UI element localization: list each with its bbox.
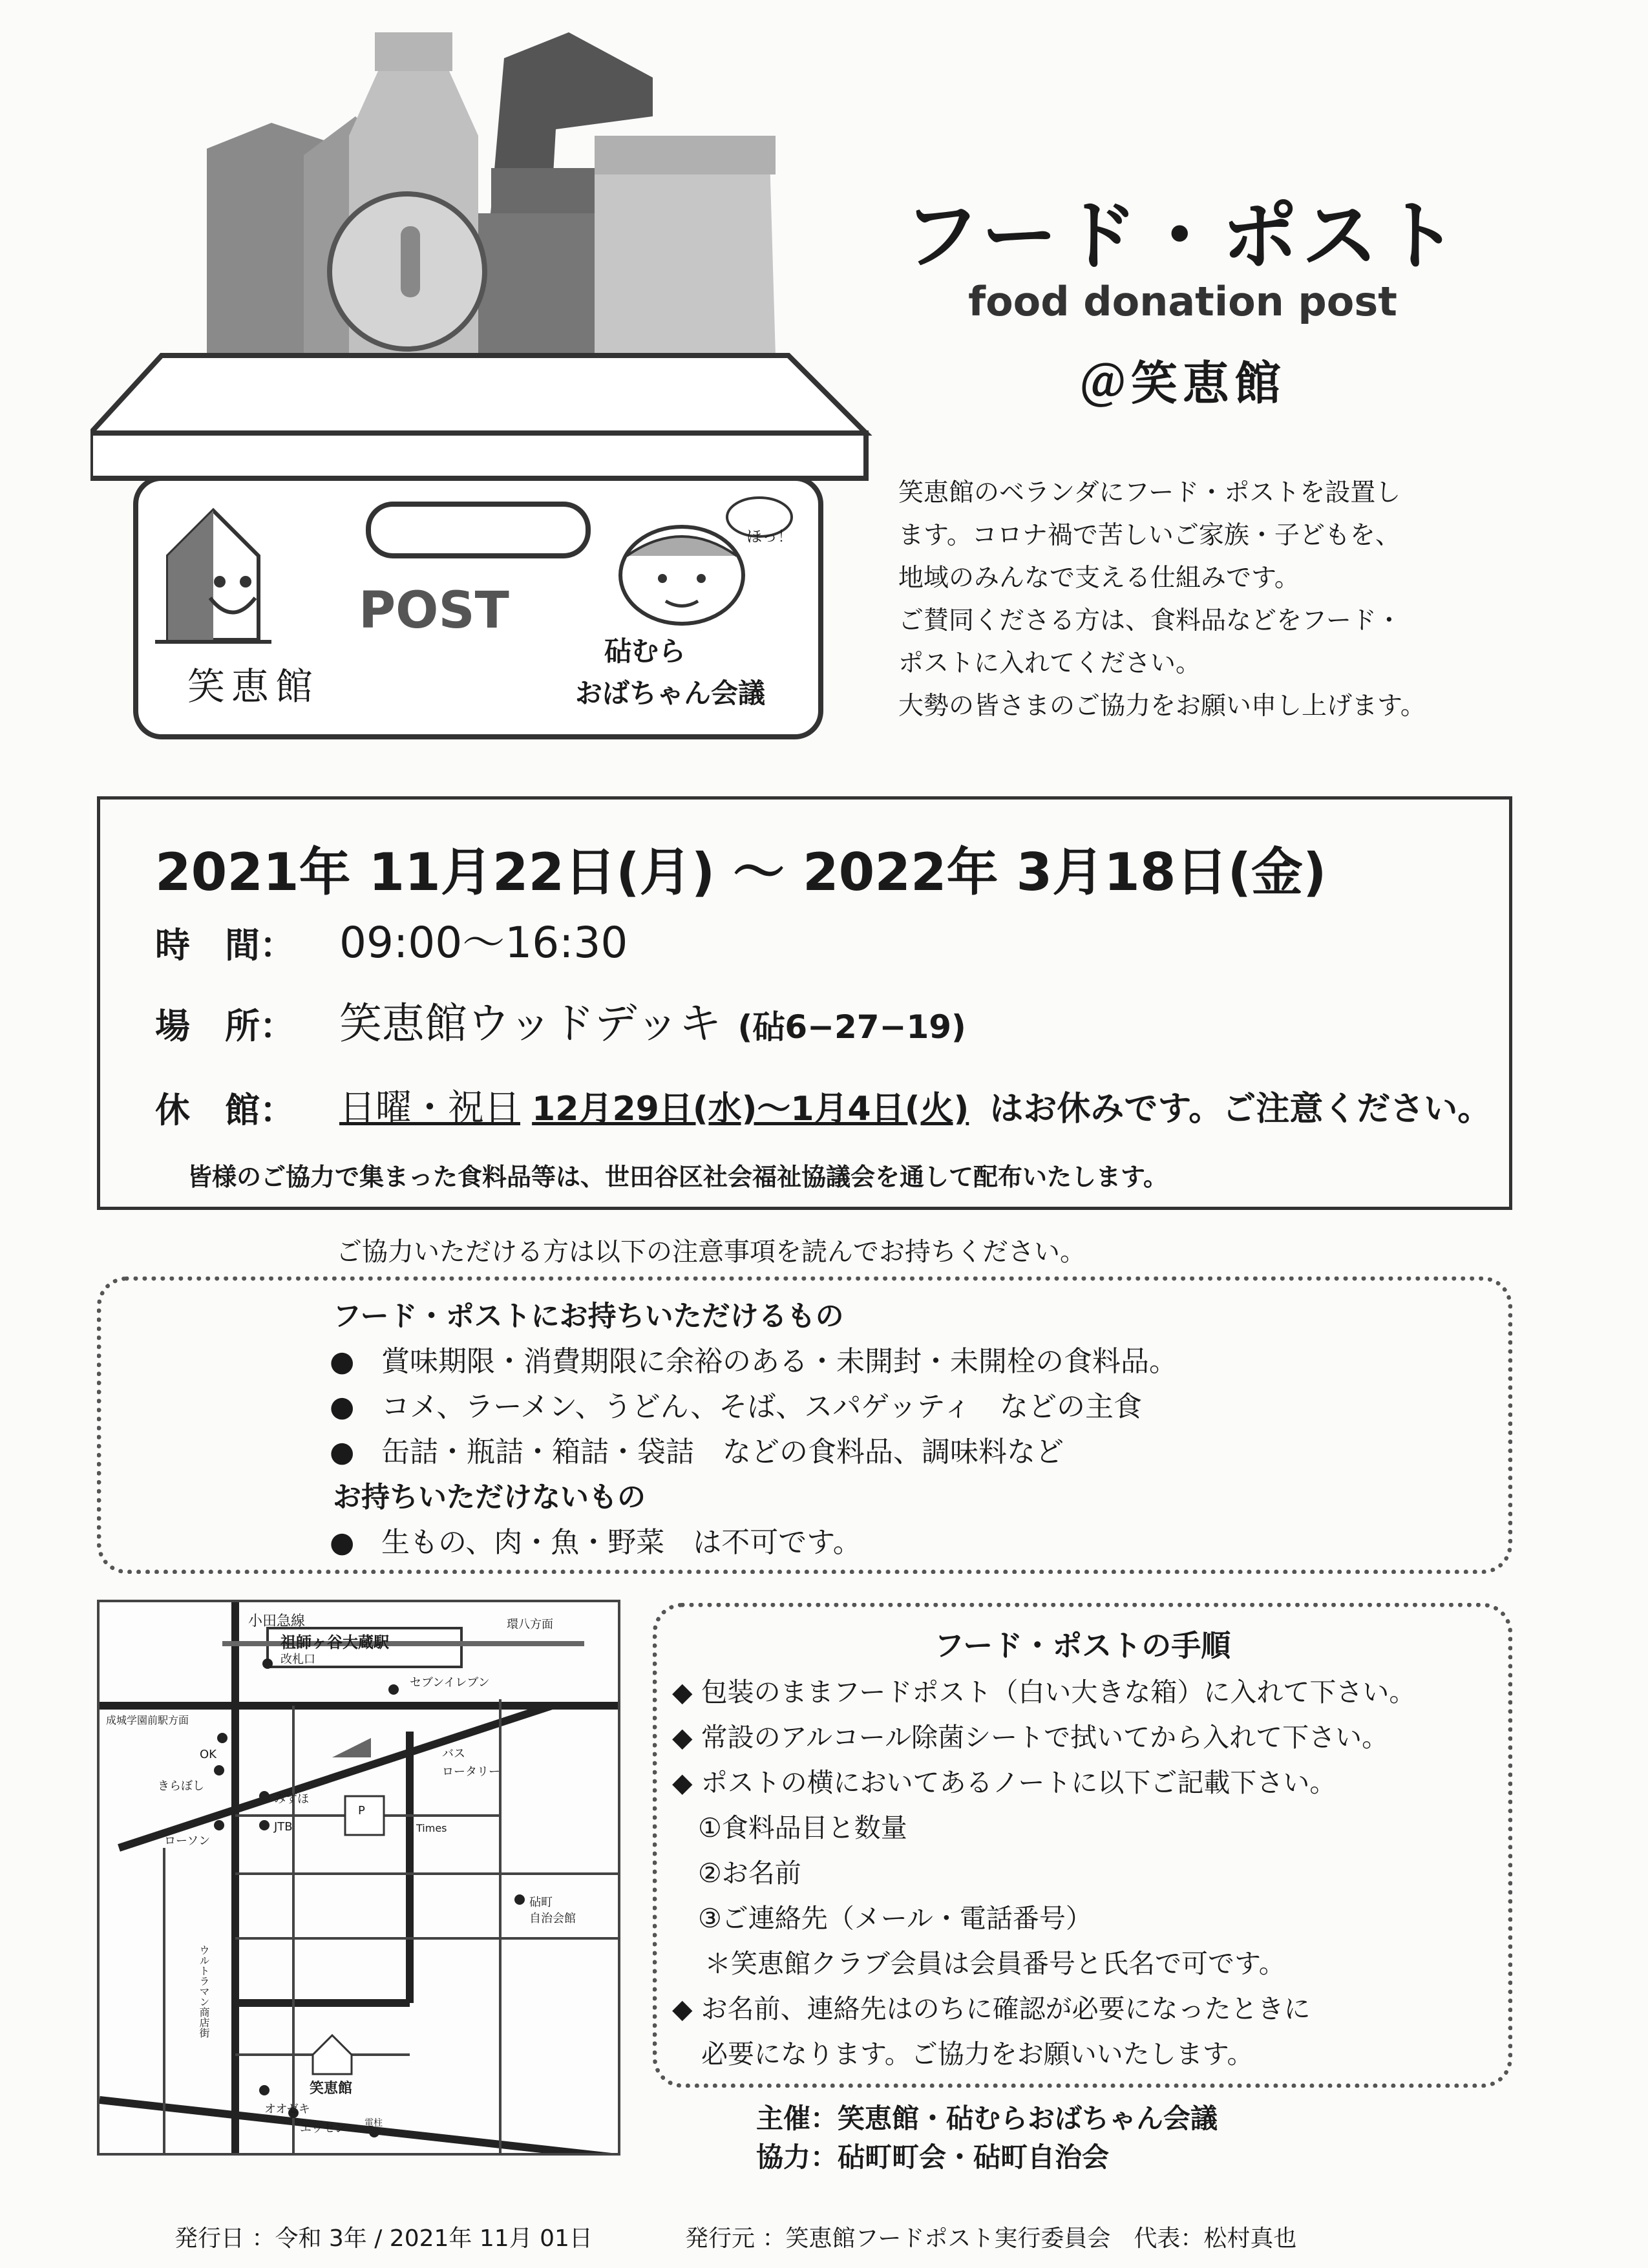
bullet-icon: ● [330, 1436, 355, 1468]
procedure-step [672, 1671, 1415, 1709]
issuer: 発行元 ：笑恵館フードポスト実行委員会 代表：松村真也 [685, 2225, 1297, 2252]
closed-note: はお休みです。ご注意ください。 [989, 1090, 1492, 1129]
map-gate-label: 改札口 [280, 1653, 315, 1666]
map-essen-label: エッセン [300, 2122, 346, 2136]
bullet-icon: ● [330, 1526, 355, 1559]
post-box-icon [90, 19, 879, 750]
venue-heading: ＠笑恵館 [1079, 356, 1286, 410]
closed-dates: 12月29日(水)〜1月4日(火) [532, 1090, 969, 1129]
procedure-step-continued: 必要になります。ご協力をお願いいたします。 [701, 2039, 1254, 2070]
procedure-subitem: ①食料品目と数量 [698, 1812, 907, 1843]
map-kirakira-label: きらぼし [158, 1779, 204, 1793]
distribution-note: 皆様のご協力で集まった食料品等は、世田谷区社会福祉協議会を通して配布いたします。 [187, 1163, 1168, 1191]
page-subtitle: food donation post [968, 278, 1397, 325]
intro-line: ご賛同くださる方は、食料品などをフード・ [898, 606, 1402, 635]
access-map [97, 1600, 620, 2156]
map-ok-label: OK [200, 1748, 217, 1761]
closed-label: 休 館： [155, 1090, 295, 1130]
ok-item-text: 賞味期限・消費期限に余裕のある・未開封・未開栓の食料品。 [381, 1345, 1178, 1378]
support-credit: 協力：砧町町会・砧町自治会 [756, 2141, 1110, 2173]
date-range: 2021年 11月22日(月) 〜 2022年 3月18日(金) [155, 842, 1327, 902]
map-to-left: 成城学園前駅方面 [106, 1714, 189, 1726]
group-name-1: 砧むら [604, 635, 686, 667]
place-row [339, 989, 966, 1050]
place-value: 笑恵館ウッドデッキ [339, 999, 722, 1048]
map-line-label: 小田急線 [248, 1613, 306, 1629]
place-label: 場 所： [155, 1006, 295, 1046]
map-station-label: 祖師ヶ谷大蔵駅 [280, 1633, 389, 1651]
ng-item-text: 生もの、肉・魚・野菜 は不可です。 [381, 1526, 861, 1559]
procedure-step [672, 1716, 1388, 1754]
bullet-icon: ● [330, 1345, 355, 1378]
procedure-step-text: お名前、連絡先はのちに確認が必要になったときに [701, 1993, 1311, 2024]
map-shokeikan-label: 笑恵館 [310, 2081, 353, 2097]
procedure-subitem: ③ご連絡先（メール・電話番号） [698, 1903, 1092, 1934]
map-pole-label: 電柱 [364, 2118, 383, 2128]
time-label: 時 間： [155, 925, 295, 966]
procedure-step [672, 1761, 1336, 1799]
diamond-icon: ◆ [672, 1767, 693, 1798]
place-address: (砧6−27−19) [737, 1008, 966, 1046]
diamond-icon: ◆ [672, 1722, 693, 1753]
procedure-step-text: 常設のアルコール除菌シートで拭いてから入れて下さい。 [701, 1722, 1389, 1753]
map-times-label: Times [416, 1822, 447, 1834]
procedure-step-text: 包装のままフードポスト（白い大きな箱）に入れて下さい。 [701, 1677, 1416, 1708]
page-title: フード・ポスト [903, 191, 1463, 281]
ng-item [330, 1519, 861, 1560]
intro-line: 大勢の皆さまのご協力をお願い申し上げます。 [898, 692, 1426, 721]
intro-line: 地域のみんなで支える仕組みです。 [898, 564, 1300, 593]
post-label: POST [359, 582, 509, 640]
map-graphic [100, 1602, 620, 2156]
map-711-label: セブンイレブン [410, 1676, 490, 1690]
procedure-heading: フード・ポストの手順 [934, 1628, 1231, 1663]
time-value: 09:00〜16:30 [339, 918, 628, 968]
procedure-subitem: ②お名前 [698, 1858, 801, 1889]
ok-item-text: コメ、ラーメン、うどん、そば、スパゲッティ などの主食 [381, 1390, 1142, 1423]
ok-item-text: 缶詰・瓶詰・箱詰・袋詰 などの食料品、調味料など [381, 1436, 1064, 1468]
speech-bubble-text: ほっ！ [746, 527, 793, 546]
map-ultra-label: ウルトラマン商店街 [198, 1945, 210, 2038]
map-parking-label: P [358, 1804, 365, 1818]
intro-line: ます。コロナ禍で苦しいご家族・子どもを、 [898, 521, 1400, 550]
map-mizuho-label: みずほ [274, 1792, 309, 1806]
instruction-text: ご協力いただける方は以下の注意事項を読んでお持ちください。 [336, 1237, 1086, 1267]
group-name-2: おばちゃん会議 [575, 677, 766, 709]
map-to-right: 環八方面 [507, 1618, 553, 1631]
venue-label: 笑恵館 [187, 664, 320, 708]
map-bus-label: バス [442, 1747, 465, 1761]
map-hall-label-2: 自治会館 [529, 1912, 576, 1925]
diamond-icon: ◆ [672, 1993, 693, 2024]
ng-heading: お持ちいただけないもの [333, 1481, 646, 1514]
food-post-illustration [90, 19, 879, 750]
intro-line: ポストに入れてください。 [898, 649, 1201, 678]
diamond-icon: ◆ [672, 1677, 693, 1708]
map-jtb-label: JTB [274, 1820, 293, 1834]
closed-row [339, 1079, 1491, 1131]
issue-date: 発行日 ：令和 3年 / 2021年 11月 01日 [174, 2225, 593, 2252]
closed-days: 日曜・祝日 [339, 1087, 520, 1129]
map-rotary-label: ロータリー [442, 1765, 500, 1779]
map-hall-label-1: 砧町 [529, 1896, 553, 1909]
ok-item [330, 1383, 1142, 1425]
map-lawson-label: ローソン [164, 1834, 211, 1848]
ok-item [330, 1428, 1064, 1470]
procedure-note: ＊笑恵館クラブ会員は会員番号と氏名で可です。 [704, 1948, 1285, 1979]
intro-text [898, 472, 1629, 728]
ok-item [330, 1338, 1178, 1379]
map-ozeki-label: オオゼキ [264, 2103, 310, 2116]
procedure-step-text: ポストの横においてあるノートに以下ご記載下さい。 [701, 1767, 1336, 1798]
ok-heading: フード・ポストにお持ちいただけるもの [333, 1300, 844, 1333]
intro-line: 笑恵館のベランダにフード・ポストを設置し [898, 478, 1401, 507]
procedure-step [672, 1987, 1311, 2026]
host-credit: 主催：笑恵館・砧むらおばちゃん会議 [756, 2103, 1218, 2134]
bullet-icon: ● [330, 1390, 355, 1423]
